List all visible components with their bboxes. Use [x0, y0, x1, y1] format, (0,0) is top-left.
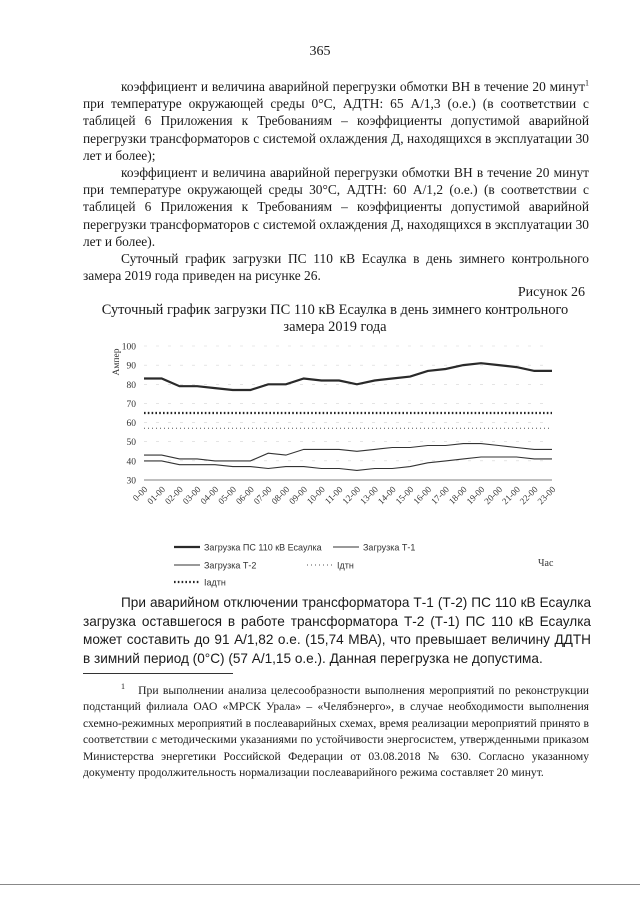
y-tick-label: 50 — [126, 438, 136, 449]
x-tick-label: 05-00 — [216, 484, 239, 507]
legend-label: Iадтн — [204, 577, 226, 588]
x-tick-label: 15-00 — [393, 484, 416, 507]
x-tick-label: 14-00 — [375, 484, 398, 507]
x-tick-label: 22-00 — [517, 484, 540, 507]
page-bottom-border — [0, 884, 640, 885]
x-tick-label: 04-00 — [198, 484, 221, 507]
paragraph-2: коэффициент и величина аварийной перегрузки обмотки ВН в течение 20 минут при температуре окружающей среды 30°С, АДТН: 60 А/1,2 (о.е.) (в соответствии с таблицей 6 Приложения к Требованиям – коэффициенты допустимой аварийной перегрузки трансформаторов с системой охлаждения Д, находящихся в эксплуатации 30 лет и более). — [83, 165, 589, 249]
y-axis-label: Ампер — [112, 348, 122, 376]
x-tick-label: 07-00 — [251, 484, 274, 507]
x-tick-label: 20-00 — [482, 484, 505, 507]
x-tick-label: 16-00 — [411, 484, 434, 507]
y-tick-label: 30 — [126, 476, 136, 487]
x-tick-label: 11-00 — [322, 484, 345, 507]
series-line — [144, 444, 552, 461]
y-tick-label: 70 — [126, 399, 136, 410]
x-tick-label: 12-00 — [340, 484, 363, 507]
legend-label: Загрузка Т-1 — [363, 542, 416, 553]
legend-label: Загрузка Т-2 — [204, 560, 257, 571]
footnote-ref: 1 — [585, 78, 589, 88]
footnote — [83, 683, 589, 781]
footnote-marker: 1 — [121, 682, 125, 692]
page-number: 365 — [309, 44, 331, 59]
x-tick-label: 0-00 — [130, 484, 150, 504]
x-tick-label: 02-00 — [162, 484, 185, 507]
x-tick-label: 09-00 — [287, 484, 310, 507]
y-tick-label: 90 — [126, 361, 136, 372]
x-tick-label: 08-00 — [269, 484, 292, 507]
y-tick-label: 80 — [126, 380, 136, 391]
conclusion-text — [83, 594, 591, 668]
series-line — [144, 457, 552, 470]
chart-title: Суточный график загрузки ПС 110 кВ Есаулка в день зимнего контрольного замера 2019 года — [101, 302, 569, 335]
conclusion-paragraph: При аварийном отключении трансформатора Т-1 (Т-2) ПС 110 кВ Есаулка загрузка оставшегося в работе трансформатора Т-2 (Т-1) ПС 110 кВ Есаулка может составить до 91 А/1,82 о.е. (15,74 МВА), что превышает величину ДДТН в зимний период (0°С) (57 А/1,15 о.е.). Данная перегрузка не допустима. — [83, 595, 591, 666]
x-tick-label: 21-00 — [500, 484, 522, 507]
x-tick-label: 13-00 — [358, 484, 381, 507]
x-tick-label: 10-00 — [304, 484, 327, 507]
series-line — [144, 363, 552, 390]
legend-label: Загрузка ПС 110 кВ Есаулка — [204, 542, 322, 553]
x-tick-label: 03-00 — [180, 484, 203, 507]
figure-label: Рисунок 26 — [517, 285, 585, 300]
y-tick-label: 60 — [126, 419, 136, 430]
x-tick-label: 18-00 — [446, 484, 469, 507]
paragraph-3: Суточный график загрузки ПС 110 кВ Есаулка в день зимнего контрольного замера 2019 года приведен на рисунке 26. — [83, 251, 589, 284]
x-tick-label: 01-00 — [145, 484, 168, 507]
x-tick-label: 06-00 — [233, 484, 256, 507]
y-tick-label: 40 — [126, 457, 136, 468]
x-tick-label: 23-00 — [535, 484, 558, 507]
legend-label: Iдтн — [337, 560, 354, 571]
x-axis-label: Час — [538, 558, 554, 569]
x-tick-label: 19-00 — [464, 484, 487, 507]
footnote-text: При выполнении анализа целесообразности выполнения мероприятий по реконструкции подстанций филиала ОАО «МРСК Урала» – «Челябэнерго», в случае необходимости выполнения схемно-режимных мероприятий в послеаварийных схемах, время реализации мероприятий принято в соответствии с методическими указаниями по устойчивости энергосистем, утвержденными приказом Министерства энергетики Российской Федерации от 03.08.2018 № 630. Согласно указанному документу продолжительность нормализации послеаварийного режима составляет 20 минут. — [83, 684, 589, 780]
paragraph-1: коэффициент и величина аварийной перегрузки обмотки ВН в течение 20 минут$^1$ при температуре окружающей среды 0°С, АДТН: 65 А/1,3 (о.е.) (в соответствии с таблицей 6 Приложения к Требованиям – коэффициенты допустимой аварийной перегрузки трансформаторов с системой охлаждения Д, находящихся в эксплуатации 30 лет и более); — [83, 78, 589, 163]
y-tick-label: 100 — [121, 342, 136, 353]
footnote-divider — [83, 673, 233, 674]
x-tick-label: 17-00 — [429, 484, 451, 507]
